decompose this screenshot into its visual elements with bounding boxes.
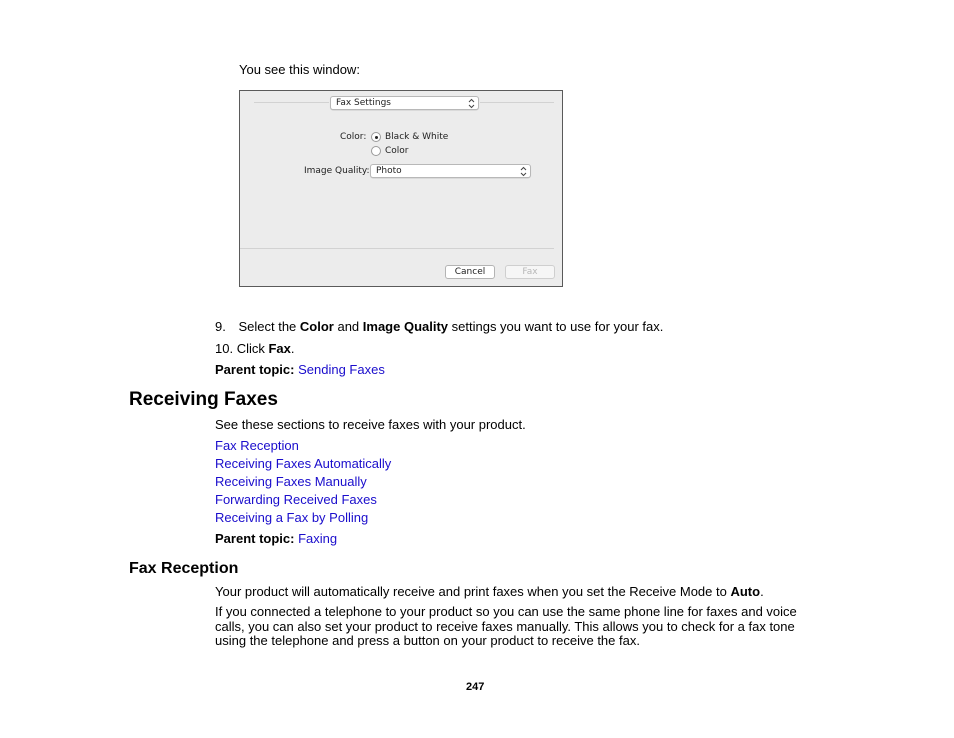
fax-button[interactable]: Fax <box>505 265 555 279</box>
image-quality-label: Image Quality: <box>304 166 370 176</box>
link-receiving-faxes-automatically[interactable]: Receiving Faxes Automatically <box>215 456 392 471</box>
parent-topic-label: Parent topic: <box>215 531 295 546</box>
step-bold: Fax <box>268 341 291 356</box>
section1-intro: See these sections to receive faxes with your product. <box>215 417 526 432</box>
step-text: settings you want to use for your fax. <box>448 319 664 334</box>
image-quality-popup[interactable] <box>370 164 531 178</box>
link-sending-faxes[interactable]: Sending Faxes <box>298 362 385 377</box>
settings-popup[interactable] <box>330 96 479 110</box>
radio-color-label: Color <box>385 146 409 156</box>
parent-topic-label: Parent topic: <box>215 362 295 377</box>
step-9 <box>215 319 663 334</box>
cancel-button[interactable]: Cancel <box>445 265 495 279</box>
link-receiving-faxes-manually[interactable]: Receiving Faxes Manually <box>215 474 367 489</box>
paragraph-bold: Auto <box>730 584 761 599</box>
link-forwarding-received-faxes[interactable]: Forwarding Received Faxes <box>215 492 377 507</box>
section-title-fax-reception: Fax Reception <box>129 560 239 577</box>
step-bold: Image Quality <box>362 319 449 334</box>
link-fax-reception[interactable]: Fax Reception <box>215 438 299 453</box>
settings-popup-label: Fax Settings <box>336 98 391 108</box>
step-text: . <box>290 341 295 356</box>
link-faxing[interactable]: Faxing <box>298 531 338 546</box>
step-bold: Color <box>299 319 334 334</box>
page-number: 247 <box>466 681 485 693</box>
step-number: 10. <box>215 341 234 356</box>
parent-topic-2 <box>215 531 337 546</box>
step-text: Select the <box>238 319 300 334</box>
radio-color[interactable] <box>371 146 381 156</box>
parent-topic-1 <box>215 362 385 377</box>
image-quality-value: Photo <box>376 166 402 176</box>
fax-settings-dialog <box>239 90 563 287</box>
paragraph-text: Your product will automatically receive and print faxes when you set the Receive Mode to <box>215 584 731 599</box>
section2-paragraph-2: If you connected a telephone to your product so you can use the same phone line for faxes and voice calls, you can also set your product to receive faxes manually. This allows you to check for a fax tone using the telephone and press a button on your product to receive the fax. <box>215 604 797 648</box>
intro-text: You see this window: <box>239 62 360 77</box>
paragraph-text: . <box>760 584 764 599</box>
section2-paragraph-1 <box>215 584 764 599</box>
radio-black-white-label: Black & White <box>385 132 449 142</box>
step-text: Click <box>236 341 269 356</box>
separator-left <box>254 102 329 103</box>
color-label: Color: <box>340 132 367 142</box>
separator-right <box>480 102 554 103</box>
step-10 <box>215 341 295 356</box>
step-number: 9. <box>215 319 226 334</box>
radio-black-white[interactable] <box>371 132 381 142</box>
footer-separator <box>240 248 554 249</box>
link-receiving-fax-by-polling[interactable]: Receiving a Fax by Polling <box>215 510 369 525</box>
section-title-receiving-faxes: Receiving Faxes <box>129 389 278 410</box>
step-text: and <box>333 319 363 334</box>
chevron-updown-icon <box>468 97 475 109</box>
chevron-updown-icon <box>520 165 527 177</box>
